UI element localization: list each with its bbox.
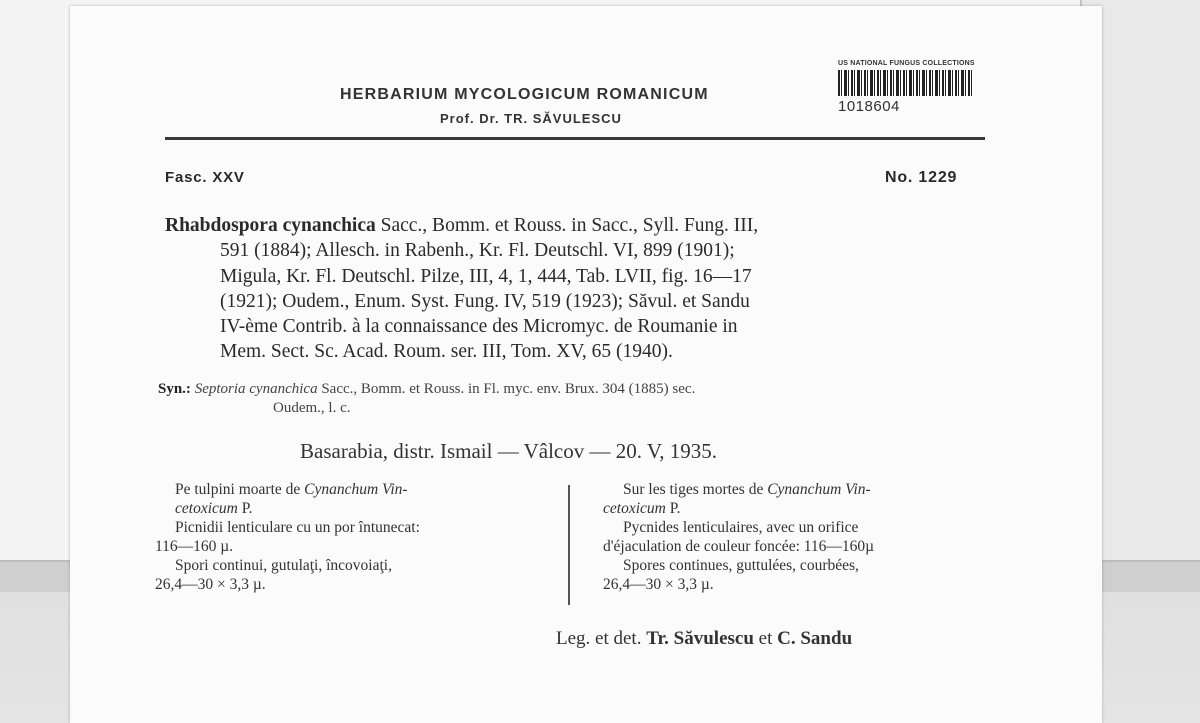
herbarium-title: HERBARIUM MYCOLOGICUM ROMANICUM <box>340 86 709 103</box>
citation-line: (1921); Oudem., Enum. Syst. Fung. IV, 519 (1923); Săvul. et Sandu <box>220 290 750 312</box>
barcode-caption: US NATIONAL FUNGUS COLLECTIONS <box>838 60 975 67</box>
description-line: 26,4—30 × 3,3 µ. <box>155 576 266 593</box>
header-rule <box>165 137 985 140</box>
synonym-block <box>158 380 998 418</box>
synonym-name: Septoria cynanchica <box>194 381 318 397</box>
herbarium-director: Prof. Dr. TR. SĂVULESCU <box>440 111 622 126</box>
collector-name: C. Sandu <box>777 628 853 649</box>
description-line: Spori continui, gutulaţi, încovoiaţi, <box>175 557 392 574</box>
host-name: Cynanchum Vin- <box>767 481 871 498</box>
description-line <box>603 499 1008 518</box>
citation-line: 591 (1884); Allesch. in Rabenh., Kr. Fl. Deutschl. VI, 899 (1901); <box>220 240 735 262</box>
citation-text: Sacc., Bomm. et Rouss. in Sacc., Syll. Fung. III, <box>375 215 759 236</box>
description-line <box>155 480 550 499</box>
description-text: Pe tulpini moarte de <box>175 481 305 498</box>
synonym-text-2: Oudem., l. c. <box>273 400 351 416</box>
description-line <box>603 480 1008 499</box>
barcode-label <box>838 60 988 130</box>
host-name: Cynanchum Vin- <box>304 481 408 498</box>
description-text: P. <box>237 500 253 517</box>
fascicle-number: Fasc. XXV <box>165 169 245 186</box>
description-text: Sur les tiges mortes de <box>623 481 768 498</box>
description-romanian <box>155 480 550 594</box>
collector-prefix: Leg. et det. <box>556 628 647 649</box>
synonym-text: Sacc., Bomm. et Rouss. in Fl. myc. env. Brux. 304 (1885) sec. <box>317 381 696 397</box>
collector-name: Tr. Săvulescu <box>646 628 754 649</box>
barcode-number: 1018604 <box>838 98 900 115</box>
host-name: cetoxicum <box>175 500 238 517</box>
description-french <box>603 480 1008 594</box>
barcode-icon <box>838 70 974 96</box>
description-line: d'éjaculation de couleur foncée: 116—160µ <box>603 538 875 555</box>
collector-line <box>556 628 852 650</box>
description-line: Spores continues, guttulées, courbées, <box>623 557 859 574</box>
description-line <box>155 499 550 518</box>
synonym-label: Syn.: <box>158 381 191 397</box>
description-line: Pycnides lenticulaires, avec un orifice <box>623 519 859 536</box>
collector-conjunction: et <box>753 628 778 649</box>
citation-line: Mem. Sect. Sc. Acad. Roum. ser. III, Tom. XV, 65 (1940). <box>220 341 673 363</box>
description-line: 116—160 µ. <box>155 538 234 555</box>
citation-line <box>165 213 1000 238</box>
taxon-citation <box>165 213 1000 365</box>
collection-locality: Basarabia, distr. Ismail — Vâlcov — 20. V, 1935. <box>300 439 718 463</box>
column-divider <box>568 485 570 605</box>
description-line: Picnidii lenticulare cu un por întunecat: <box>175 519 420 536</box>
host-name: cetoxicum <box>603 500 666 517</box>
citation-line: IV-ème Contrib. à la connaissance des Micromyc. de Roumanie in <box>220 316 738 338</box>
citation-line: Migula, Kr. Fl. Deutschl. Pilze, III, 4, 1, 444, Tab. LVII, fig. 16—17 <box>220 265 752 287</box>
specimen-number: No. 1229 <box>885 169 958 186</box>
description-text: P. <box>665 500 681 517</box>
description-line: 26,4—30 × 3,3 µ. <box>603 576 714 593</box>
species-name: Rhabdospora cynanchica <box>165 215 376 236</box>
